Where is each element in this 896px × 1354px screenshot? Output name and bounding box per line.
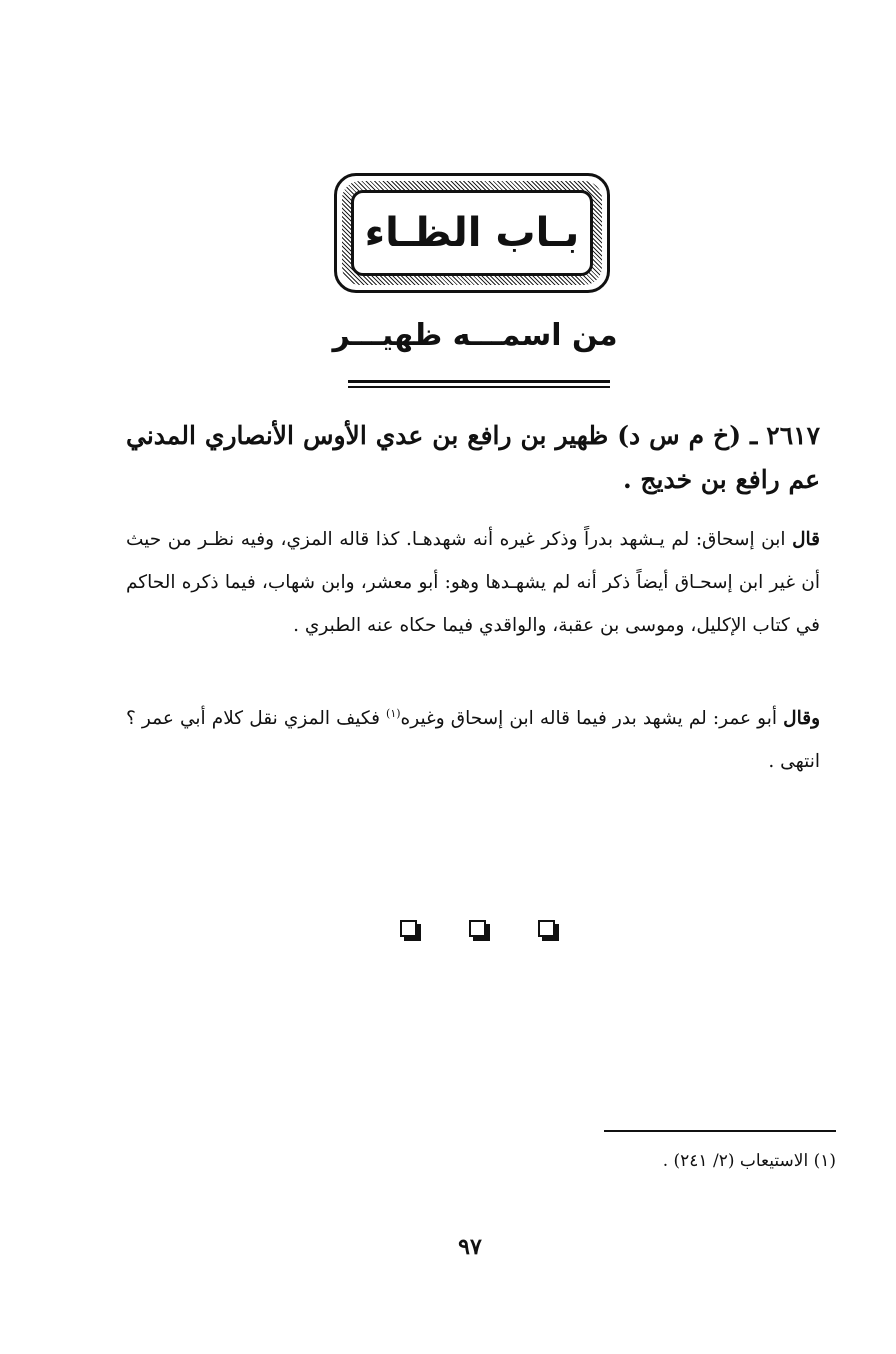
footnote-separator [604, 1130, 836, 1132]
chapter-title-frame [334, 173, 610, 293]
entry-heading: ٢٦١٧ ـ (خ م س د) ظهير بن رافع بن عدي الأوس الأنصاري المدني عم رافع بن خديج . [126, 421, 820, 494]
square-ornament-icon [469, 920, 491, 942]
section-underline-second [348, 386, 610, 388]
paragraph-1-lead: قال [792, 529, 820, 550]
section-underline [348, 380, 610, 383]
section-end-ornaments [400, 920, 560, 950]
section-title: من اسمـــه ظهيـــر [332, 318, 618, 353]
paragraph-2 [126, 692, 820, 783]
paragraph-1-text: ابن إسحاق: لم يـشهد بدراً وذكر غيره أنه شهدهـا. كذا قاله المزي، وفيه نظـر من حيث أن غير ابن إسحـاق أيضاً ذكر أنه لم يشهـدها وهو: أبو معشر، وابن شهاب، فيما ذكره الحاكم في كتاب الإكليل، وموسى بن عقبة، والواقدي فيما حكاه عنه الطبري . [126, 529, 820, 636]
chapter-title: بـاب الظـاء [364, 210, 580, 256]
paragraph-2-text-a: أبو عمر: لم يشهد بدر فيما قاله ابن إسحاق وغيره [400, 708, 784, 730]
square-ornament-icon [538, 920, 560, 942]
page-number: ٩٧ [458, 1234, 482, 1260]
paragraph-1 [126, 518, 820, 647]
paragraph-2-text-b: فكيف المزي نقل كلام أبي عمر ؟ انتهى . [126, 708, 820, 773]
footnote: (١) الاستيعاب (٢/ ٢٤١) . [662, 1151, 836, 1171]
footnote-reference: (١) [386, 707, 401, 720]
paragraph-2-lead: وقال [783, 708, 821, 730]
frame-inner [351, 190, 593, 276]
square-ornament-icon [400, 920, 422, 942]
